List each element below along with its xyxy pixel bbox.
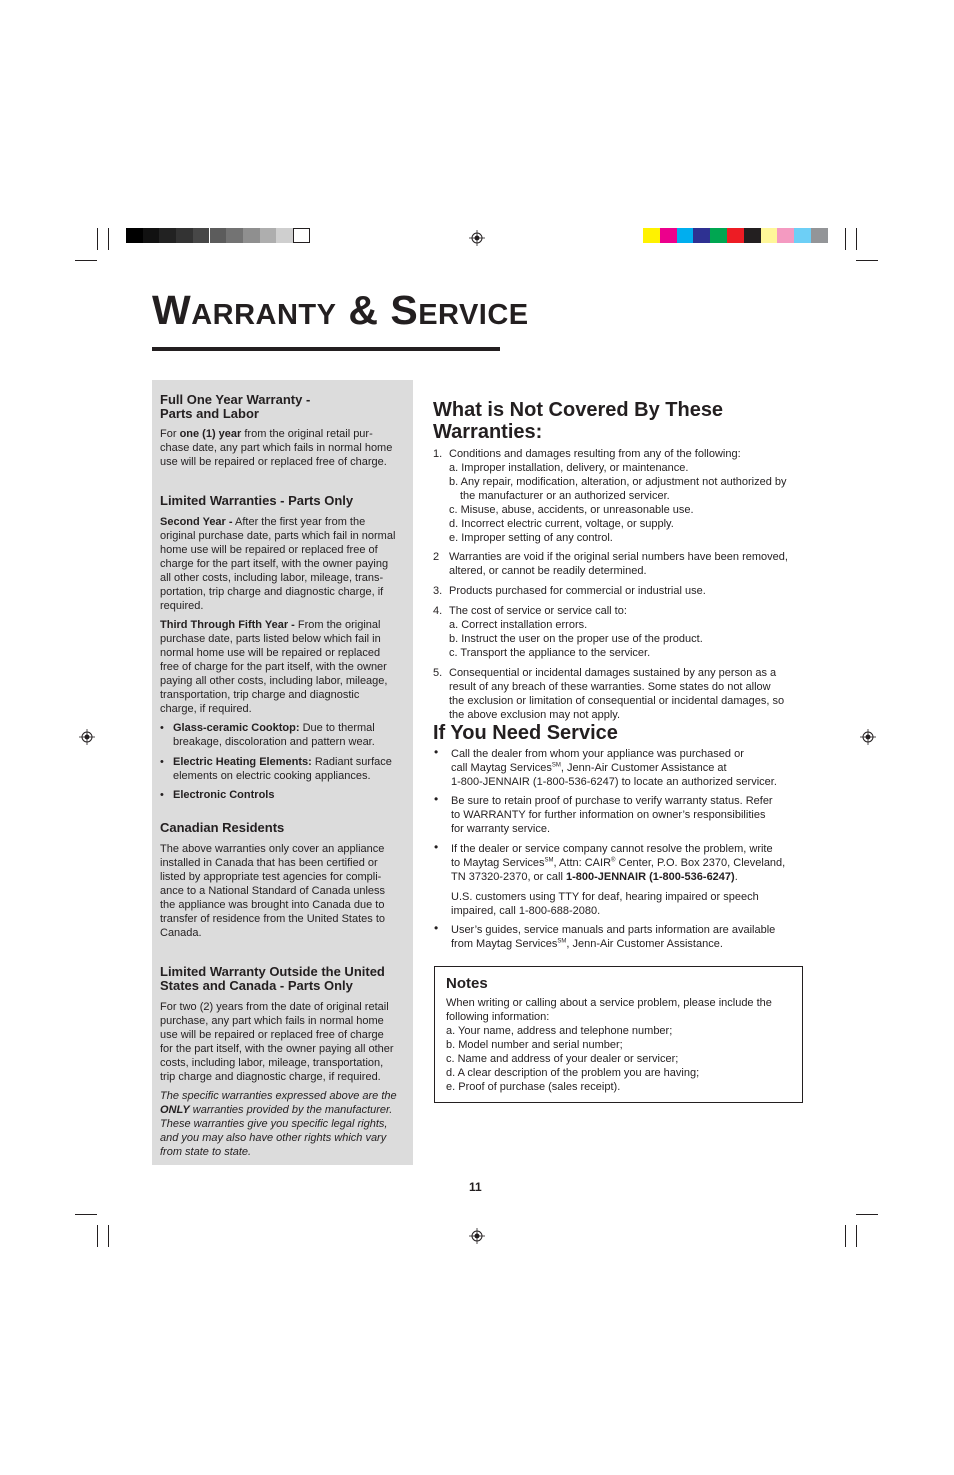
color-swatch bbox=[193, 228, 210, 243]
list-item: • Electric Heating Elements: Radiant surface elements on electric cooking appliances. bbox=[160, 756, 392, 782]
color-swatch bbox=[126, 228, 143, 243]
color-swatch bbox=[677, 228, 694, 243]
color-swatch bbox=[276, 228, 293, 243]
list-item: • Be sure to retain proof of purchase to verify warranty status. Refer to WARRANTY for further information on owner’s responsibilities for warranty service. bbox=[434, 792, 773, 835]
color-swatch bbox=[744, 228, 761, 243]
color-swatch bbox=[643, 228, 660, 243]
not-covered-heading: What is Not Covered By These Warranties: bbox=[433, 399, 724, 443]
color-swatch bbox=[660, 228, 677, 243]
outside-us-warranty-text: For two (2) years from the date of original retail purchase, any part which fails in normal home use will be repaired or replaced free of charge for the part itself, with the owner paying all other costs, including labor, mileage, transportation, trip charge and diagnostic charge, if required. bbox=[160, 1001, 394, 1083]
limited-warranties-heading: Limited Warranties - Parts Only bbox=[160, 493, 354, 508]
canadian-residents-text: The above warranties only cover an appliance installed in Canada that has been certified or listed by appropriate test agencies for compli- ance to a National Standard of Canada unless the appliance was brought into Canada due to transfer of residence from the United States to Canada. bbox=[160, 843, 386, 939]
one-year-warranty-text: For one (1) year from the original retail pur- chase date, any part which fails in normal home use will be repaired or replaced free of charge. bbox=[160, 428, 393, 468]
one-year-warranty-heading: Full One Year Warranty - Parts and Labor bbox=[160, 392, 311, 421]
list-item: • Electronic Controls bbox=[160, 789, 275, 801]
canadian-residents-heading: Canadian Residents bbox=[160, 820, 285, 835]
page-number: 11 bbox=[469, 1180, 482, 1194]
list-item: • User’s guides, service manuals and parts information are available from Maytag Services℠, Jenn-Air Customer Assistance. bbox=[434, 921, 776, 950]
warranty-disclaimer-text: The specific warranties expressed above are the ONLY warranties provided by the manufacturer. These warranties give you specific legal rights, and you may also have other rights which vary from state to state. bbox=[160, 1090, 397, 1158]
third-fifth-year-text: Third Through Fifth Year - From the original purchase date, parts listed below which fail in normal home use will be repaired or replaced free of charge for the part itself, with the owner paying all other costs, including labor, mileage, transportation, trip charge and diagnostic charge, if required. bbox=[160, 619, 388, 715]
second-year-text: Second Year - After the first year from the original purchase date, parts which fail in normal home use will be repaired or replaced free of charge for the part itself, with the owner paying all other costs, including labor, mileage, trans- portation, trip charge and diagnostic charge, if required. bbox=[160, 516, 396, 612]
tty-info-text: U.S. customers using TTY for deaf, hearing impaired or speech impaired, call 1-800-688-2080. bbox=[451, 891, 759, 917]
color-swatch bbox=[777, 228, 794, 243]
title-underline bbox=[152, 347, 500, 351]
registration-mark-icon bbox=[79, 729, 95, 745]
list-item: 1. Conditions and damages resulting from any of the following: a. Improper installation, delivery, or maintenance. b. Any repair, modification, alteration, or adjustment not authorized by the manufacturer or an authorized servicer. c. Misuse, abuse, accidents, or unreasonable use. d. Incorrect electric current, voltage, or supply. e. Improper setting of any control. bbox=[433, 448, 787, 544]
color-swatch bbox=[226, 228, 243, 243]
list-item: • Call the dealer from whom your appliance was purchased or call Maytag Services℠, Jenn-Air Customer Assistance at 1-800-JENNAIR (1-800-536-6247) to locate an authorized servicer. bbox=[434, 745, 777, 788]
list-item: 4. The cost of service or service call to: a. Correct installation errors. b. Instruct the user on the proper use of the product. c. Transport the appliance to the servicer. bbox=[433, 605, 703, 659]
page-title: Warranty & Service bbox=[152, 287, 529, 333]
list-item: • If the dealer or service company cannot resolve the problem, write to Maytag Services℠, Attn: CAIR® Center, P.O. Box 2370, Cleveland, TN 37320-2370, or call 1-800-JENNAIR (1-800-536-6247). bbox=[434, 840, 786, 883]
color-swatch bbox=[143, 228, 160, 243]
registration-mark-icon bbox=[469, 1228, 485, 1244]
color-swatch bbox=[693, 228, 710, 243]
color-swatch bbox=[811, 228, 828, 243]
color-swatch bbox=[210, 228, 227, 243]
need-service-heading: If You Need Service bbox=[433, 722, 618, 744]
list-item: 2 Warranties are void if the original serial numbers have been removed, altered, or cannot be readily determined. bbox=[433, 551, 788, 577]
color-swatch bbox=[710, 228, 727, 243]
list-item: • Glass-ceramic Cooktop: Due to thermal breakage, discoloration and pattern wear. bbox=[160, 722, 375, 748]
color-swatch bbox=[159, 228, 176, 243]
color-swatch bbox=[293, 228, 310, 243]
outside-us-warranty-heading: Limited Warranty Outside the United States and Canada - Parts Only bbox=[160, 964, 385, 993]
color-swatch bbox=[761, 228, 778, 243]
color-swatch bbox=[243, 228, 260, 243]
registration-mark-icon bbox=[469, 230, 485, 246]
registration-mark-icon bbox=[860, 729, 876, 745]
list-item: 5. Consequential or incidental damages sustained by any person as a result of any breach of these warranties. Some states do not allow the exclusion or limitation of consequential or incidental damages, so the above exclusion may not apply. bbox=[433, 667, 785, 721]
color-swatch bbox=[176, 228, 193, 243]
color-swatch bbox=[794, 228, 811, 243]
notes-body: When writing or calling about a service problem, please include the following information: a. Your name, address and telephone number; b. Model number and serial number; c. Name and address of your dealer or servicer; d. A clear description of the problem you are having; e. Proof of purchase (sales receipt). bbox=[446, 997, 772, 1093]
list-item: 3. Products purchased for commercial or industrial use. bbox=[433, 585, 706, 597]
color-swatch bbox=[727, 228, 744, 243]
color-swatch bbox=[260, 228, 277, 243]
notes-title: Notes bbox=[446, 975, 488, 992]
